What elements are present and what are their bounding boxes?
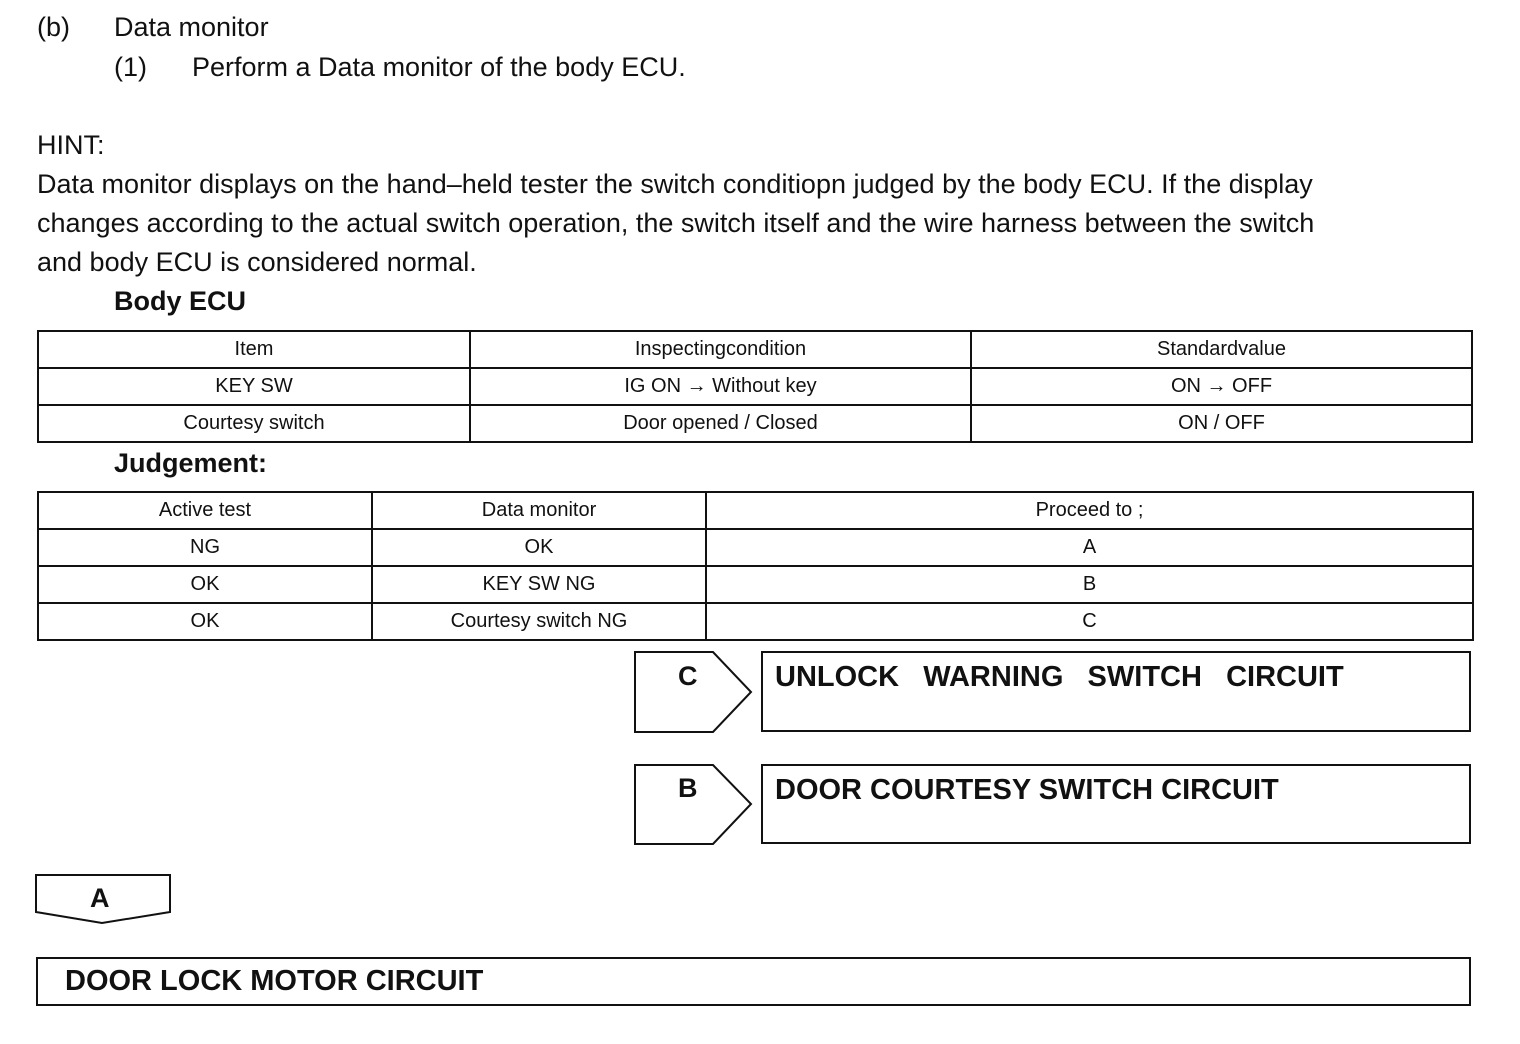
hint-line-1: Data monitor displays on the hand–held tester the switch conditiopn judged by the body ECU. If the display (37, 169, 1313, 199)
branch-a-label: A (90, 883, 110, 913)
hint-label: HINT: (37, 130, 105, 160)
table-cell: OK (372, 529, 706, 566)
table-cell: ON / OFF (971, 405, 1472, 442)
branch-b-result-box: DOOR COURTESY SWITCH CIRCUIT (761, 764, 1471, 844)
table-row (38, 603, 1473, 640)
judgement-table (37, 491, 1474, 641)
table-header-row (38, 492, 1473, 529)
judgement-heading: Judgement: (114, 448, 268, 478)
table-cell: ON → OFF (971, 368, 1472, 405)
table-cell: KEY SW (38, 368, 470, 405)
column-header: Proceed to ; (706, 492, 1473, 529)
table-row (38, 368, 1472, 405)
branch-c-label: C (678, 661, 698, 691)
branch-b-label: B (678, 773, 698, 803)
table-row (38, 566, 1473, 603)
table-cell: KEY SW NG (372, 566, 706, 603)
body-ecu-heading: Body ECU (114, 286, 247, 316)
table-header-row (38, 331, 1472, 368)
substep-number: (1) (114, 52, 147, 82)
table-cell: Courtesy switch NG (372, 603, 706, 640)
table-cell: OK (38, 603, 372, 640)
table-cell: C (706, 603, 1473, 640)
branch-c-arrow-tag (634, 651, 756, 735)
branch-a-arrow-tag (34, 874, 174, 926)
table-cell: A (706, 529, 1473, 566)
step-label: (b) (37, 12, 70, 42)
body-ecu-table (37, 330, 1473, 443)
column-header: Data monitor (372, 492, 706, 529)
column-header: Active test (38, 492, 372, 529)
table-row (38, 405, 1472, 442)
step-title: Data monitor (114, 12, 269, 42)
column-header: Inspectingcondition (470, 331, 971, 368)
column-header: Item (38, 331, 470, 368)
substep-text: Perform a Data monitor of the body ECU. (192, 52, 686, 82)
branch-a-result-box: DOOR LOCK MOTOR CIRCUIT (36, 957, 1471, 1006)
hint-line-2: changes according to the actual switch operation, the switch itself and the wire harness between the switch (37, 208, 1315, 238)
branch-c-result-box: UNLOCK WARNING SWITCH CIRCUIT (761, 651, 1471, 732)
table-cell: NG (38, 529, 372, 566)
table-cell: OK (38, 566, 372, 603)
table-cell: B (706, 566, 1473, 603)
table-cell: IG ON → Without key (470, 368, 971, 405)
table-cell: Courtesy switch (38, 405, 470, 442)
branch-b-arrow-tag (634, 764, 756, 848)
table-row (38, 529, 1473, 566)
column-header: Standardvalue (971, 331, 1472, 368)
hint-line-3: and body ECU is considered normal. (37, 247, 477, 277)
table-cell: Door opened / Closed (470, 405, 971, 442)
